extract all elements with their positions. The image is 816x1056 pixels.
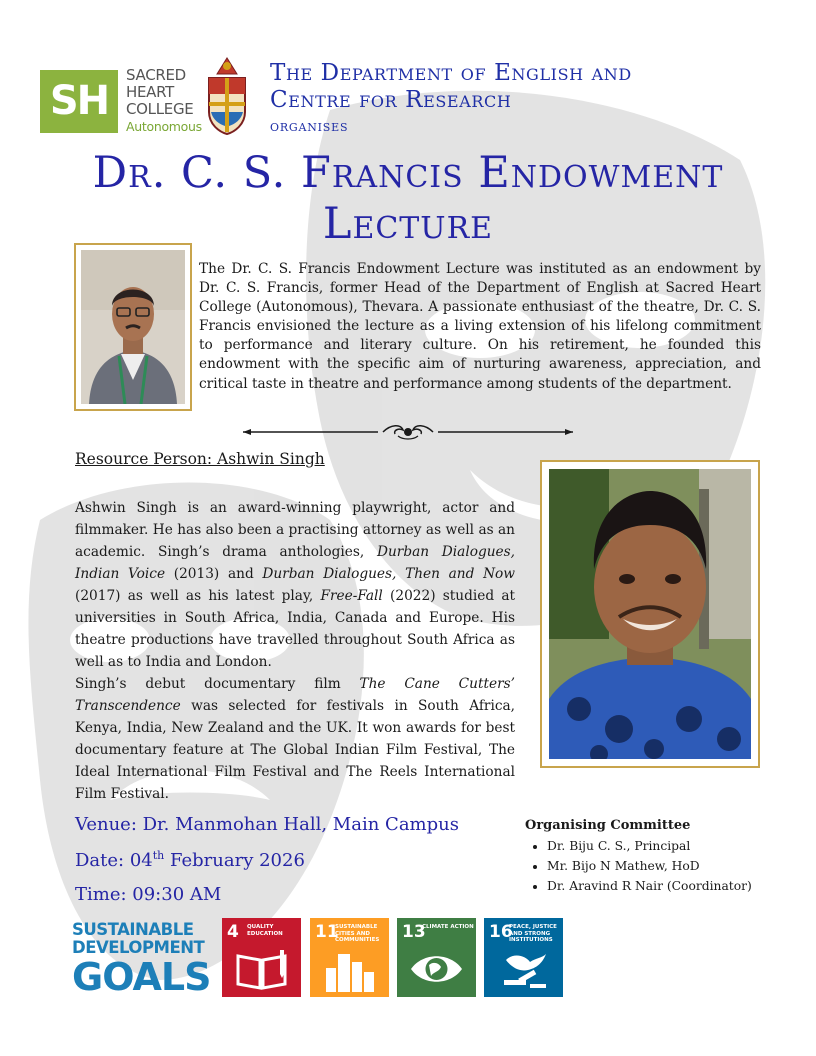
bio-text: Singh’s debut documentary film <box>75 676 360 692</box>
intro-paragraph: The Dr. C. S. Francis Endowment Lecture was instituted as an endowment by Dr. C. S. Francis, former Head of the Department of English at Sacred Heart College (Autonomous), Thevara. A passionate enthusiast of the theatre, Dr. C. S. Francis envisioned the lecture as a living extension of his lifelong commitment to performance and literary culture. On his retirement, he founded this endowment with the specific aim of nurturing awareness, appreciation, and critical taste in theatre and performance among students of the department. <box>199 261 761 392</box>
sdg-number: 11 <box>315 922 339 942</box>
college-name-line: HEART <box>126 83 175 101</box>
event-date <box>75 849 305 871</box>
sdg-logo-line: DEVELOPMENT <box>72 938 205 957</box>
sdg-number: 13 <box>402 922 426 942</box>
sdg-number: 4 <box>227 922 239 942</box>
sdg-label: SUSTAINABLE CITIES AND COMMUNITIES <box>335 924 380 943</box>
work-title: The Cane Cutters’ Transcendence <box>75 676 515 714</box>
sdg-label: PEACE, JUSTICE AND STRONG INSTITUTIONS <box>509 924 557 943</box>
resource-person-bio <box>75 497 515 805</box>
organises-label: organises <box>270 116 349 135</box>
sdg-logo-goals: GOALS <box>72 955 211 999</box>
college-status: Autonomous <box>126 119 202 134</box>
sdg-number: 16 <box>489 922 513 942</box>
work-title: Durban Dialogues, Indian Voice <box>75 544 515 582</box>
committee-member: • Dr. Aravind R Nair (Coordinator) <box>547 879 752 893</box>
bio-text: Ashwin Singh is an award-winning playwright, actor and filmmaker. He has also been a practising attorney as well as an academic. Singh’s drama anthologies, <box>75 500 515 560</box>
city-icon <box>322 946 377 992</box>
sdg-logo <box>72 921 214 997</box>
ornamental-divider <box>243 422 573 442</box>
resource-person-heading: Resource Person: Ashwin Singh <box>75 450 325 468</box>
event-title <box>0 148 816 250</box>
date-text: February 2026 <box>164 850 305 871</box>
francis-photo-frame <box>74 243 192 411</box>
sdg-label: QUALITY EDUCATION <box>247 924 283 937</box>
sdg-tile-4 <box>222 918 301 997</box>
event-time: Time: 09:30 AM <box>75 884 222 905</box>
college-logo-initials: SH <box>40 70 118 133</box>
sdg-label: CLIMATE ACTION <box>422 924 474 930</box>
date-text: Date: 04 <box>75 850 153 871</box>
committee-list <box>525 839 752 893</box>
work-title: Durban Dialogues, Then and Now <box>262 566 516 582</box>
committee-heading: Organising Committee <box>525 818 691 833</box>
event-title-line-2: Lecture <box>322 199 494 249</box>
college-crest-icon <box>205 52 249 136</box>
committee-member: • Dr. Biju C. S., Principal <box>547 839 752 853</box>
bio-text: was selected for festivals in South Africa, Kenya, India, New Zealand and the UK. It won awards for best documentary feature at The Global Indian Film Festival, The Ideal International Film Festival and The Reels International Film Festival. <box>75 698 515 802</box>
date-suffix: th <box>152 849 165 862</box>
department-line-1: The Department of English and <box>270 60 632 86</box>
sdg-tile-11 <box>310 918 389 997</box>
department-heading <box>270 60 632 114</box>
ashwin-photo-frame <box>540 460 760 768</box>
committee-member: • Mr. Bijo N Mathew, HoD <box>547 859 752 873</box>
college-name-line: COLLEGE <box>126 100 194 118</box>
department-line-2: Centre for Research <box>270 87 512 113</box>
bio-text: (2013) and <box>165 566 263 582</box>
book-icon <box>234 946 289 992</box>
bio-text: (2022) studied at universities in South Africa, India, Canada and Europe. His theatre productions have travelled throughout South Africa as well as to India and London. <box>75 588 515 670</box>
sdg-tile-16 <box>484 918 563 997</box>
bio-paragraph-1 <box>75 497 515 673</box>
sdg-tile-13 <box>397 918 476 997</box>
college-name-line: SACRED <box>126 66 186 84</box>
work-title: Free-Fall <box>320 588 383 604</box>
eye-globe-icon <box>409 946 464 992</box>
event-venue: Venue: Dr. Manmohan Hall, Main Campus <box>75 814 459 835</box>
organising-committee <box>525 818 752 899</box>
sdg-logo-line: SUSTAINABLE <box>72 920 194 939</box>
bio-text: (2017) as well as his latest play, <box>75 588 321 604</box>
dove-gavel-icon <box>496 946 551 992</box>
event-title-line-1: Dr. C. S. Francis Endowment <box>92 148 724 198</box>
ashwin-portrait-photo <box>549 469 751 759</box>
francis-portrait-photo <box>81 250 185 404</box>
bio-paragraph-2 <box>75 673 515 805</box>
college-logo-name <box>126 67 202 135</box>
